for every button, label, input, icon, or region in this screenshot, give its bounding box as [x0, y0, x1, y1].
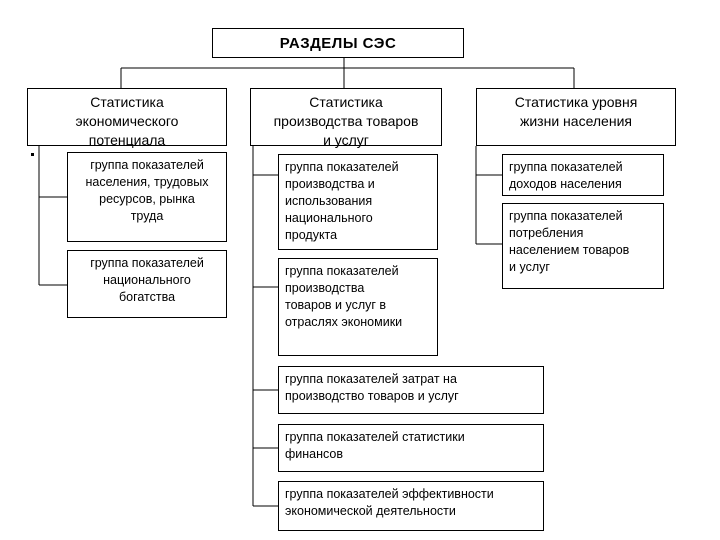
group-label: группа показателей потребления населением товаров и услуг [509, 209, 630, 274]
group-label: группа показателей производства товаров и услуг в отраслях экономики [285, 264, 403, 329]
group-national-wealth [67, 250, 227, 318]
section-label: Статистика экономического потенциала [75, 94, 179, 148]
group-national-product [278, 154, 438, 250]
bullet-mark [31, 153, 34, 156]
group-label: группа показателей статистики финансов [285, 430, 465, 461]
group-industry-output [278, 258, 438, 356]
group-label: группа показателей национального богатства [90, 256, 204, 304]
group-population-income [502, 154, 664, 196]
group-label: группа показателей населения, трудовых ресурсов, рынка труда [85, 158, 209, 223]
group-population-labor [67, 152, 227, 242]
section-economic-potential [27, 88, 227, 146]
group-consumption [502, 203, 664, 289]
group-label: группа показателей производства и использования национального продукта [285, 160, 399, 242]
section-living-standard [476, 88, 676, 146]
section-label: Статистика уровня жизни населения [514, 94, 638, 129]
group-finance-statistics [278, 424, 544, 472]
group-production-costs [278, 366, 544, 414]
group-label: группа показателей затрат на производство товаров и услуг [285, 372, 459, 403]
group-label: группа показателей доходов населения [509, 160, 623, 191]
group-label: группа показателей эффективности экономической деятельности [285, 487, 494, 518]
section-label: Статистика производства товаров и услуг [273, 94, 419, 148]
section-production [250, 88, 442, 146]
root-title [212, 28, 464, 58]
group-economic-efficiency [278, 481, 544, 531]
root-title-text: РАЗДЕЛЫ СЭС [279, 35, 397, 52]
